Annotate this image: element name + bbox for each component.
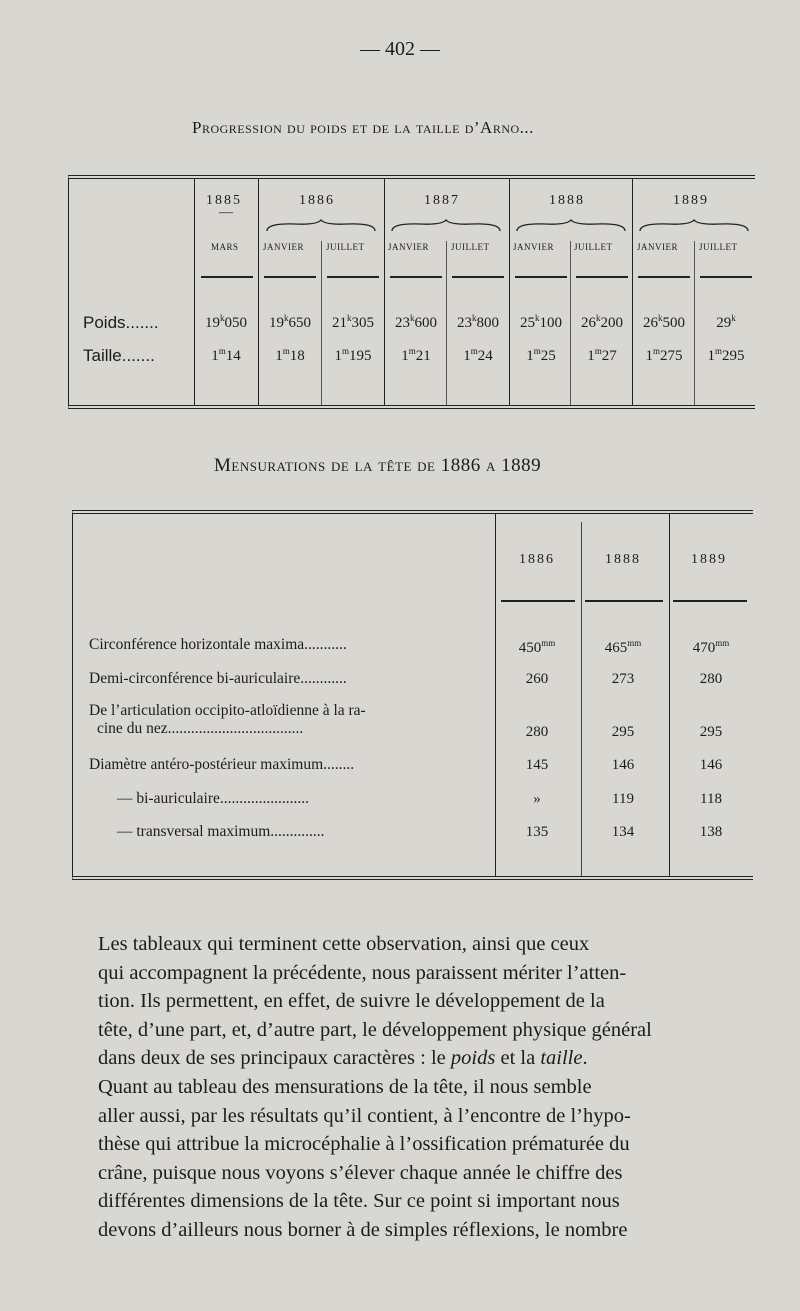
year-dash: —: [219, 205, 233, 220]
month-header: JANVIER: [637, 242, 678, 252]
row-label-taille: Taille.......: [83, 346, 155, 365]
measure-value: $465^{mm}$: [604, 638, 642, 656]
month-header: JUILLET: [326, 242, 365, 252]
table1-divider: [194, 179, 195, 405]
measure-label: Circonférence horizontale maxima...........: [89, 636, 347, 653]
weight-value: 19$^k$650: [269, 313, 311, 331]
measure-label: Demi-circonférence bi-auriculaire............: [89, 670, 347, 687]
table2-divider: [669, 514, 670, 876]
weight-value: 25$^k$100: [520, 313, 562, 331]
text-line: devons d’ailleurs nous borner à de simples réflexions, le nombre: [98, 1218, 628, 1241]
header-rule: [585, 600, 663, 602]
table1-divider: [258, 179, 259, 405]
height-value: 1$^m$295: [707, 346, 745, 364]
year-header: 1887: [424, 193, 460, 208]
header-rule: [390, 276, 442, 278]
year-header: 1888: [605, 552, 641, 567]
height-value: 1$^m$14: [211, 346, 241, 364]
measure-value: 134: [611, 824, 635, 840]
measure-value: »: [533, 791, 541, 807]
month-header: JUILLET: [699, 242, 738, 252]
table1-divider: [632, 179, 633, 405]
text-line-part: dans deux de ses principaux caractères : le: [98, 1047, 451, 1070]
text-line: qui accompagnent la précédente, nous paraissent mériter l’atten-: [98, 961, 627, 984]
month-header: JANVIER: [388, 242, 429, 252]
weight-height-table: [68, 175, 755, 409]
measure-label: De l’articulation occipito-atloïdienne à la ra-: [89, 702, 366, 719]
header-rule: [638, 276, 690, 278]
row-label-poids: Poids.......: [83, 313, 159, 332]
header-rule: [327, 276, 379, 278]
month-header: JANVIER: [513, 242, 554, 252]
height-value: 1$^m$195: [334, 346, 372, 364]
measure-value: 135: [525, 824, 549, 840]
text-line: Les tableaux qui terminent cette observation, ainsi que ceux: [98, 933, 590, 955]
measure-value: 260: [525, 671, 549, 687]
header-rule: [673, 600, 747, 602]
brace-icon: [390, 219, 502, 233]
measure-value: $470^{mm}$: [692, 638, 730, 656]
measure-value: 280: [699, 671, 723, 687]
text-line: tête, d’une part, et, d’autre part, le développement physique général: [98, 1018, 652, 1041]
header-rule: [576, 276, 628, 278]
text-line: différentes dimensions de la tête. Sur ce point si important nous: [98, 1190, 620, 1213]
weight-value: 23$^k$600: [395, 313, 437, 331]
month-header: JUILLET: [574, 242, 613, 252]
weight-value: 26$^k$500: [643, 313, 685, 331]
text-line: Quant au tableau des mensurations de la tête, il nous semble: [98, 1075, 592, 1098]
measure-value: 118: [700, 791, 722, 807]
weight-value: 26$^k$200: [581, 313, 623, 331]
height-value: 1$^m$275: [645, 346, 683, 364]
head-measurements-table: [72, 510, 753, 880]
year-header: 1886: [519, 552, 555, 567]
text-line: [74, 1044, 760, 1073]
measure-label: — bi-auriculaire.......................: [117, 790, 309, 807]
brace-icon: [515, 219, 627, 233]
text-line-part: .: [582, 1047, 588, 1070]
weight-value: 19$^k$050: [205, 313, 247, 331]
table2-divider: [495, 514, 496, 876]
brace-icon: [638, 219, 750, 233]
text-line: thèse qui attribue la microcéphalie à l’ossification prématurée du: [98, 1133, 630, 1156]
table1-title: Progression du poids et de la taille d’Arno...: [192, 118, 534, 137]
measure-value: $450^{mm}$: [518, 638, 556, 656]
measure-value: 145: [525, 757, 549, 773]
measure-value: 295: [611, 724, 635, 740]
text-line: aller aussi, par les résultats qu’il contient, à l’encontre de l’hypo-: [98, 1104, 631, 1127]
measure-value: 138: [699, 824, 723, 840]
measure-value: 280: [525, 724, 549, 740]
measure-label: cine du nez...................................: [97, 720, 304, 737]
header-rule: [515, 276, 567, 278]
word-taille: taille: [540, 1047, 583, 1070]
page-number: — 402 —: [360, 38, 440, 60]
table1-divider: [384, 179, 385, 405]
year-header: 1889: [691, 552, 727, 567]
body-text: [74, 930, 760, 1245]
measure-label: — transversal maximum..............: [117, 823, 325, 840]
table2-divider: [581, 522, 582, 876]
year-header: 1885: [206, 193, 242, 208]
word-poids: poids: [450, 1047, 496, 1070]
month-header: JUILLET: [451, 242, 490, 252]
table1-divider: [509, 179, 510, 405]
text-line: tion. Ils permettent, en effet, de suivre le développement de la: [98, 990, 605, 1013]
header-rule: [201, 276, 253, 278]
weight-value: 21$^k$305: [332, 313, 374, 331]
header-rule: [452, 276, 504, 278]
year-header: 1886: [299, 193, 335, 208]
header-rule: [501, 600, 575, 602]
year-header: 1889: [673, 193, 709, 208]
table2-title: Mensurations de la tête de 1886 a 1889: [214, 455, 542, 476]
text-line: crâne, puisque nous voyons s’élever chaque année le chiffre des: [98, 1161, 623, 1184]
text-line-part: et la: [495, 1047, 541, 1070]
month-header: MARS: [211, 242, 239, 252]
height-value: 1$^m$27: [587, 346, 617, 364]
height-value: 1$^m$25: [526, 346, 556, 364]
measure-value: 146: [611, 757, 635, 773]
header-rule: [700, 276, 752, 278]
measure-value: 273: [611, 671, 635, 687]
measure-value: 146: [699, 757, 723, 773]
weight-value: 23$^k$800: [457, 313, 499, 331]
height-value: 1$^m$24: [463, 346, 493, 364]
measure-value: 119: [612, 791, 634, 807]
height-value: 1$^m$21: [401, 346, 431, 364]
year-header: 1888: [549, 193, 585, 208]
brace-icon: [265, 219, 377, 233]
month-header: JANVIER: [263, 242, 304, 252]
weight-value: 29$^k$: [716, 313, 736, 331]
measure-value: 295: [699, 724, 723, 740]
measure-label: Diamètre antéro-postérieur maximum........: [89, 756, 355, 773]
height-value: 1$^m$18: [275, 346, 305, 364]
header-rule: [264, 276, 316, 278]
